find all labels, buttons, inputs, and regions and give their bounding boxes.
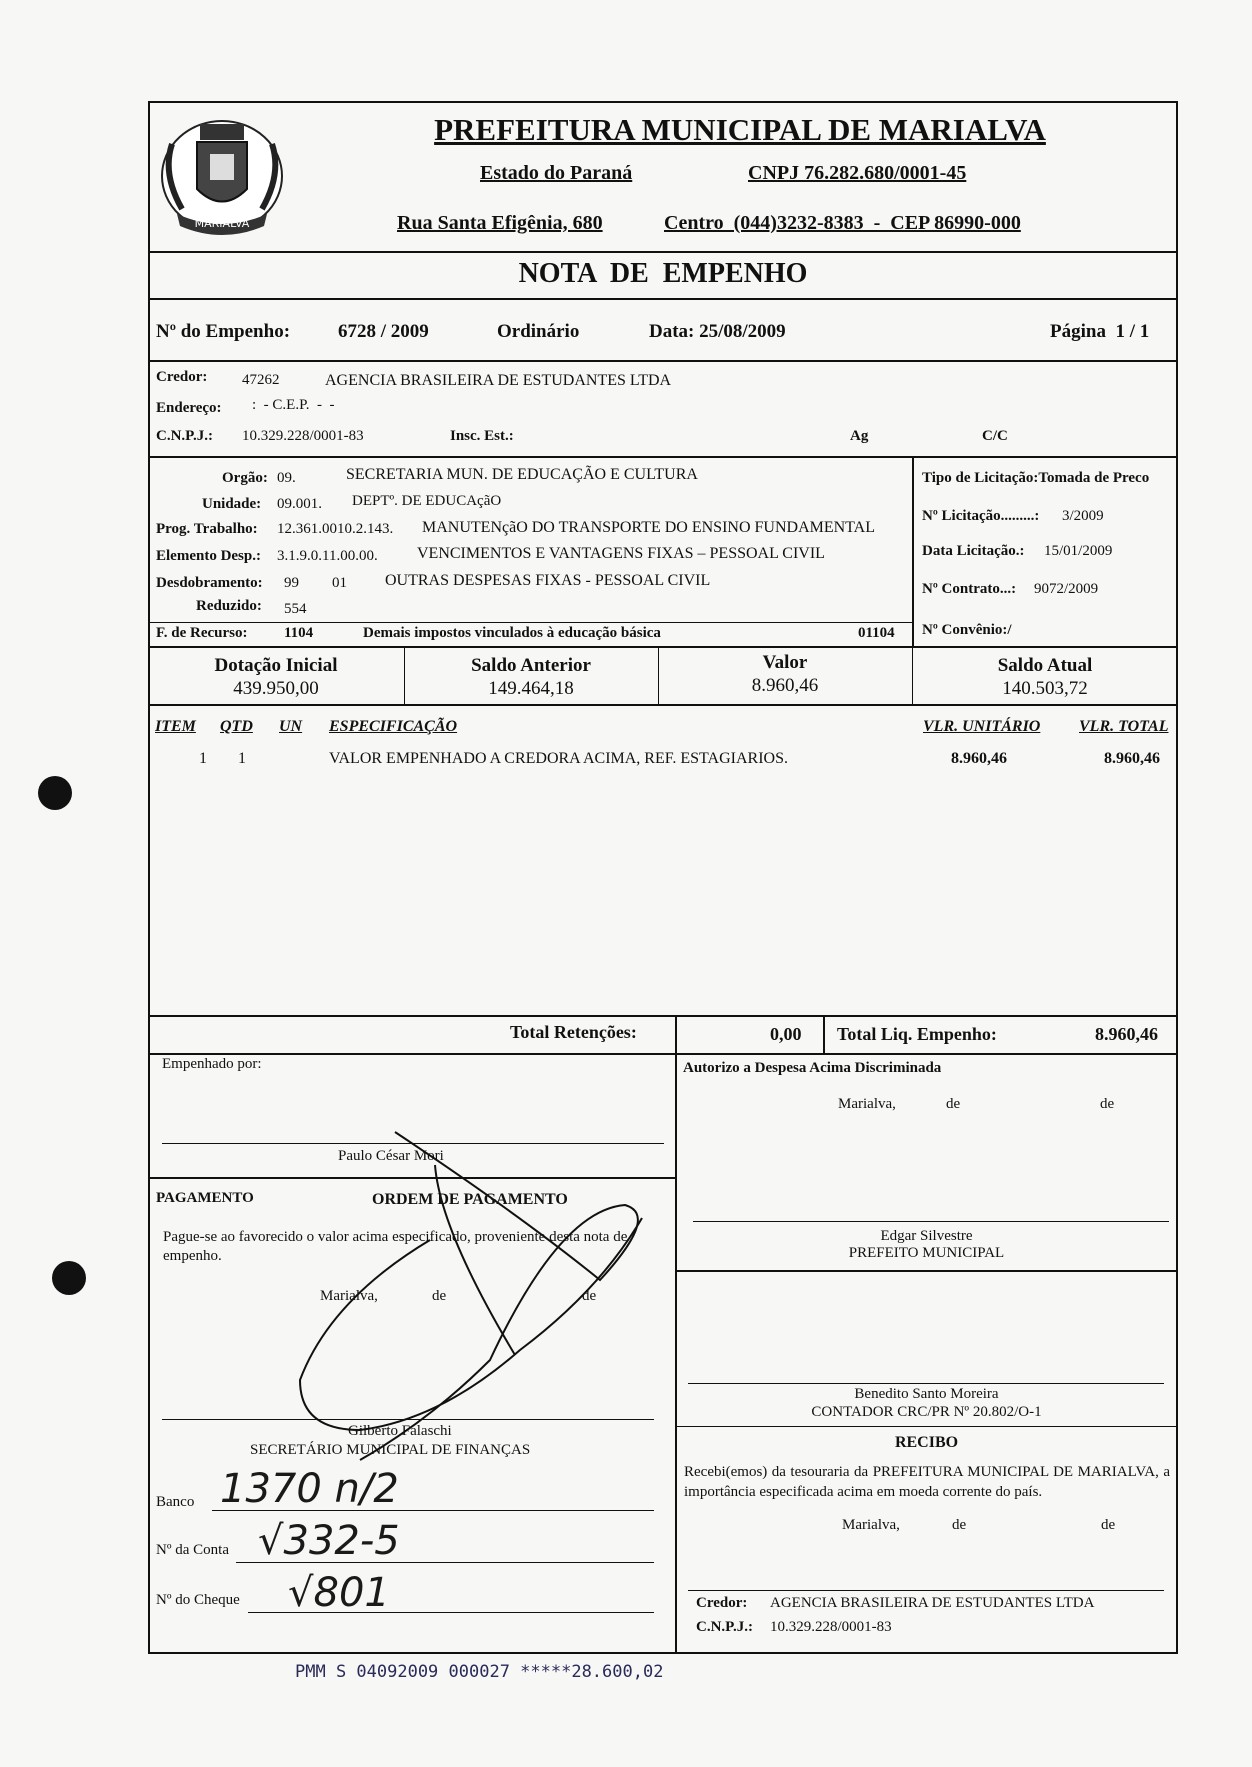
pagamento-de-2: de	[582, 1288, 597, 1304]
recibo-credor-label: Credor:	[696, 1595, 748, 1611]
pagamento-city: Marialva,	[320, 1288, 378, 1304]
coat-of-arms-logo	[152, 104, 292, 244]
pagamento-label: PAGAMENTO	[156, 1190, 254, 1206]
item-number: 1	[199, 750, 207, 767]
reduzido-label: Reduzido:	[196, 598, 262, 614]
contrato-label: Nº Contrato...:	[922, 581, 1017, 597]
divider	[148, 251, 1178, 253]
divider	[675, 1015, 677, 1053]
empenhado-name: Paulo César Mori	[338, 1148, 444, 1164]
divider	[148, 646, 1178, 648]
svg-text:MARIALVA: MARIALVA	[194, 217, 250, 230]
signature-line	[162, 1143, 664, 1144]
autorizo-label: Autorizo a Despesa Acima Discriminada	[683, 1060, 942, 1076]
autorizo-de-1: de	[946, 1096, 961, 1112]
unidade-code: 09.001.	[277, 496, 322, 512]
page-number: Página 1 / 1	[1050, 321, 1150, 342]
credor-code: 47262	[242, 372, 280, 388]
prog-name: MANUTENçãO DO TRANSPORTE DO ENSINO FUNDAMENTAL	[422, 519, 875, 536]
elemento-name: VENCIMENTOS E VANTAGENS FIXAS – PESSOAL CIVIL	[417, 545, 825, 562]
divider	[912, 456, 914, 646]
recurso-code: 1104	[284, 625, 314, 641]
cnpj-value: 10.329.228/0001-83	[242, 428, 364, 444]
contador-name: Benedito Santo Moreira	[854, 1386, 999, 1402]
retencoes-value: 0,00	[770, 1024, 802, 1044]
liq-value: 8.960,46	[1095, 1024, 1158, 1044]
ag-label: Ag	[850, 428, 869, 444]
header-address: Rua Santa Efigênia, 680	[397, 212, 603, 234]
saldo-value: 140.503,72	[1002, 678, 1088, 699]
item-qtd: 1	[238, 750, 246, 767]
banco-label: Banco	[156, 1494, 195, 1510]
divider	[148, 1053, 1178, 1055]
recibo-cnpj-label: C.N.P.J.:	[696, 1619, 753, 1635]
licitacao-numero-value: 3/2009	[1062, 508, 1104, 524]
convenio: Nº Convênio:/	[922, 622, 1012, 638]
credor-name: AGENCIA BRASILEIRA DE ESTUDANTES LTDA	[325, 372, 672, 389]
item-vlr-total: 8.960,46	[1104, 750, 1160, 767]
recibo-text: Recebi(emos) da tesouraria da PREFEITURA MUNICIPAL DE MARIALVA, a importância especificada acima em moeda corrente do país.	[684, 1464, 1170, 1500]
desdobramento-sub: 01	[332, 575, 347, 591]
signature-line	[688, 1383, 1164, 1384]
header-state: Estado do Paraná	[480, 162, 633, 184]
items-header-item: ITEM	[155, 718, 196, 735]
saldo-value: 149.464,18	[488, 678, 574, 699]
saldo-value: 8.960,46	[751, 675, 819, 696]
prog-code: 12.361.0010.2.143.	[277, 521, 394, 537]
saldo-label: Saldo Anterior	[471, 655, 591, 676]
recibo-credor-name: AGENCIA BRASILEIRA DE ESTUDANTES LTDA	[770, 1595, 1095, 1611]
orgao-code: 09.	[277, 470, 296, 486]
divider	[148, 622, 912, 623]
cnpj-label: C.N.P.J.:	[156, 428, 213, 444]
licitacao-numero-label: Nº Licitação.........:	[922, 508, 1040, 524]
banco-handwritten: 1370 n/2	[220, 1466, 399, 1512]
footer-stamp: PMM S 04092009 000027 *****28.600,02	[295, 1662, 664, 1682]
cc-label: C/C	[982, 428, 1008, 444]
divider	[148, 298, 1178, 300]
item-spec: VALOR EMPENHADO A CREDORA ACIMA, REF. ESTAGIARIOS.	[329, 750, 788, 767]
binder-hole-top	[38, 776, 72, 810]
recibo-city: Marialva,	[842, 1517, 900, 1533]
header-cnpj: CNPJ 76.282.680/0001-45	[748, 162, 967, 184]
credor-label: Credor:	[156, 369, 208, 385]
divider	[675, 1270, 1178, 1272]
empenho-value: 6728 / 2009	[338, 321, 429, 342]
secretario-title: SECRETÁRIO MUNICIPAL DE FINANÇAS	[250, 1442, 531, 1458]
cheque-handwritten: √801	[288, 1570, 390, 1616]
divider	[823, 1015, 825, 1053]
recibo-title: RECIBO	[894, 1434, 959, 1451]
reduzido-value: 554	[284, 601, 307, 617]
licitacao-data-label: Data Licitação.:	[922, 543, 1025, 559]
unidade-label: Unidade:	[202, 496, 262, 512]
divider	[148, 360, 1178, 362]
licitacao-tipo: Tipo de Licitação:Tomada de Preco	[922, 470, 1150, 486]
recibo-cnpj-value: 10.329.228/0001-83	[770, 1619, 892, 1635]
recibo-de-1: de	[952, 1517, 967, 1533]
saldo-value: 439.950,00	[233, 678, 319, 699]
page-title: PREFEITURA MUNICIPAL DE MARIALVA	[434, 112, 1046, 147]
items-header-spec: ESPECIFICAÇÃO	[329, 718, 458, 735]
saldo-label: Saldo Atual	[997, 655, 1093, 676]
contrato-value: 9072/2009	[1034, 581, 1099, 597]
divider	[675, 1053, 677, 1654]
divider	[148, 1015, 1178, 1017]
signature-line	[688, 1590, 1164, 1591]
unidade-name: DEPTº. DE EDUCAçãO	[352, 493, 502, 509]
empenho-type: Ordinário	[497, 321, 580, 342]
cheque-label: Nº do Cheque	[156, 1592, 240, 1608]
elemento-label: Elemento Desp.:	[156, 548, 261, 564]
empenho-date: Data: 25/08/2009	[649, 321, 786, 342]
saldo-label: Dotação Inicial	[214, 655, 338, 676]
orgao-label: Orgão:	[222, 470, 268, 486]
items-header-vlr-total: VLR. TOTAL	[1079, 718, 1169, 735]
autorizo-city: Marialva,	[838, 1096, 896, 1112]
item-vlr-unit: 8.960,46	[951, 750, 1007, 767]
saldo-label: Valor	[762, 652, 808, 673]
prefeito-name: Edgar Silvestre	[880, 1228, 973, 1244]
prog-label: Prog. Trabalho:	[156, 521, 258, 537]
signature-line	[693, 1221, 1169, 1222]
secretario-name: Gilberto Falaschi	[348, 1423, 452, 1439]
divider	[675, 1426, 1178, 1427]
insc-label: Insc. Est.:	[450, 428, 514, 444]
empenhado-label: Empenhado por:	[162, 1056, 262, 1072]
binder-hole-bottom	[52, 1261, 86, 1295]
retencoes-label: Total Retenções:	[510, 1022, 637, 1042]
items-header-vlr-unit: VLR. UNITÁRIO	[923, 718, 1041, 735]
divider	[148, 456, 1178, 458]
pagamento-text: Pague-se ao favorecido o valor acima especificado, proveniente desta nota de empenho.	[163, 1229, 628, 1264]
desdobramento-code: 99	[284, 575, 299, 591]
ordem-pagamento: ORDEM DE PAGAMENTO	[372, 1191, 568, 1208]
signature-line	[162, 1419, 654, 1420]
items-header-qtd: QTD	[220, 718, 253, 735]
divider	[148, 704, 1178, 706]
recurso-num: 01104	[858, 625, 895, 641]
conta-handwritten: √332-5	[258, 1518, 400, 1564]
items-header-un: UN	[279, 718, 303, 735]
recibo-de-2: de	[1101, 1517, 1116, 1533]
desdobramento-name: OUTRAS DESPESAS FIXAS - PESSOAL CIVIL	[385, 572, 711, 589]
doc-title: NOTA DE EMPENHO	[518, 258, 808, 289]
recurso-name: Demais impostos vinculados à educação básica	[363, 625, 661, 641]
endereco-value: : - C.E.P. - -	[252, 397, 335, 413]
recurso-label: F. de Recurso:	[156, 625, 248, 641]
conta-label: Nº da Conta	[156, 1542, 229, 1558]
liq-label: Total Liq. Empenho:	[837, 1024, 997, 1044]
licitacao-data-value: 15/01/2009	[1044, 543, 1113, 559]
desdobramento-label: Desdobramento:	[156, 575, 263, 591]
endereco-label: Endereço:	[156, 400, 222, 416]
divider	[148, 1177, 675, 1179]
elemento-code: 3.1.9.0.11.00.00.	[277, 548, 378, 564]
autorizo-de-2: de	[1100, 1096, 1115, 1112]
contador-title: CONTADOR CRC/PR Nº 20.802/O-1	[811, 1404, 1042, 1420]
orgao-name: SECRETARIA MUN. DE EDUCAÇÃO E CULTURA	[346, 466, 698, 483]
prefeito-title: PREFEITO MUNICIPAL	[848, 1245, 1005, 1261]
header-contact: Centro (044)3232-8383 - CEP 86990-000	[664, 212, 1021, 234]
empenho-label: Nº do Empenho:	[156, 321, 291, 342]
pagamento-de-1: de	[432, 1288, 447, 1304]
